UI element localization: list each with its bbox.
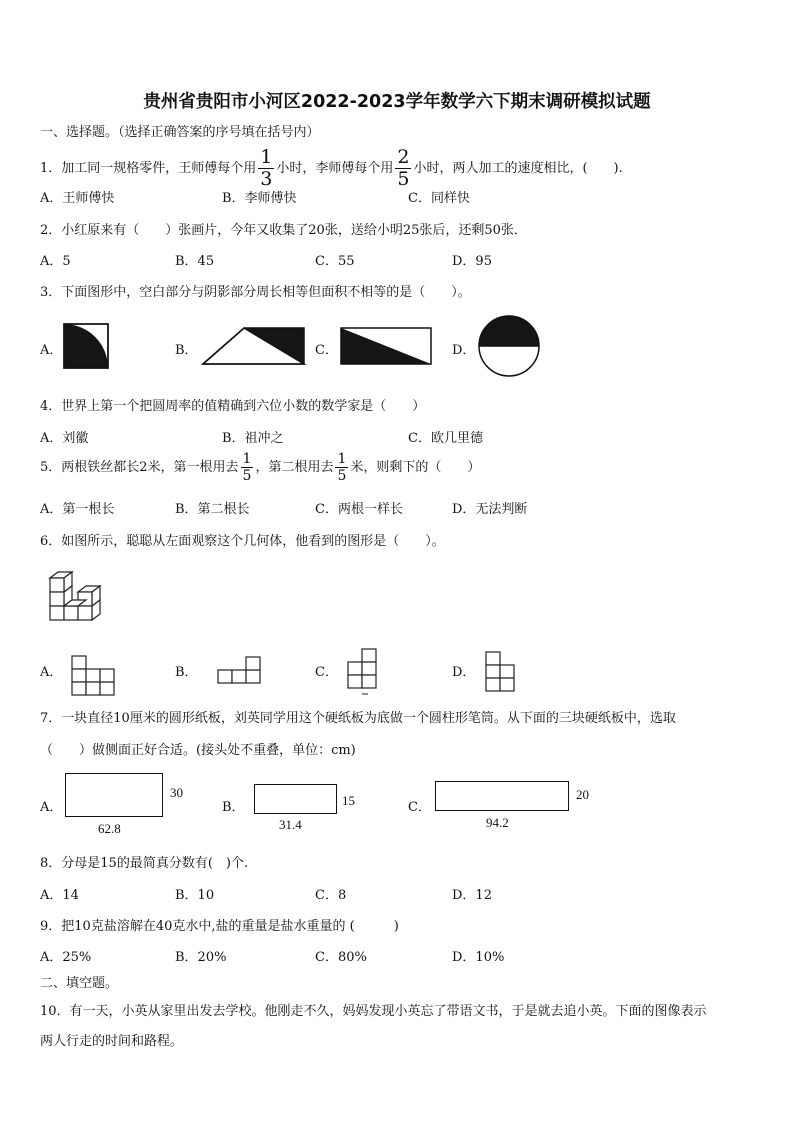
q5-option-a[interactable]: A．第一根长 — [40, 502, 115, 517]
q5-option-b[interactable]: B．第二根长 — [175, 502, 250, 517]
q3-option-b[interactable]: B． — [175, 343, 198, 358]
q2-option-a[interactable]: A．5 — [40, 254, 71, 269]
fraction-one-fifth-b: $\frac{1}{5}$ — [337, 451, 347, 484]
fraction-two-fifths: $\frac{2}{5}$ — [397, 146, 410, 190]
question-5-text-a: 5．两根铁丝都长2米，第一根用去 — [40, 460, 239, 475]
q9-option-d[interactable]: D．10% — [452, 950, 505, 965]
question-7-line-2: （ ）做侧面正好合适。(接头处不重叠，单位：cm) — [40, 743, 356, 758]
q6-option-a[interactable]: A． — [40, 665, 63, 680]
question-3: 3．下面图形中，空白部分与阴影部分周长相等但面积不相等的是（ ）。 — [40, 285, 471, 300]
question-2: 2．小红原来有（ ）张画片，今年又收集了20张，送给小明25张后，还剩50张． — [40, 223, 527, 238]
q2-option-c[interactable]: C．55 — [315, 254, 355, 269]
q2-option-b[interactable]: B．45 — [175, 254, 215, 269]
q7-rect-b — [254, 784, 337, 814]
question-6: 6．如图所示，聪聪从左面观察这个几何体，他看到的图形是（ ）。 — [40, 534, 445, 549]
q7-rect-a — [65, 773, 163, 817]
q7-rect-a-height: 30 — [170, 785, 183, 800]
question-5-text-c: 米，则剩下的（ ） — [350, 460, 481, 475]
q1-option-c[interactable]: C．同样快 — [408, 191, 470, 206]
q8-option-d[interactable]: D．12 — [452, 888, 492, 903]
fraction-one-third: $\frac{1}{3}$ — [260, 146, 273, 190]
q8-option-a[interactable]: A．14 — [40, 888, 79, 903]
q7-rect-a-width: 62.8 — [98, 821, 121, 836]
q4-option-c[interactable]: C．欧几里德 — [408, 431, 483, 446]
q6-option-d[interactable]: D． — [452, 665, 476, 680]
q9-option-b[interactable]: B．20% — [175, 950, 227, 965]
section-heading-choice: 一、选择题。（选择正确答案的序号填在括号内） — [40, 125, 320, 140]
question-4: 4．世界上第一个把圆周率的值精确到六位小数的数学家是（ ） — [40, 399, 426, 414]
section-heading-fill: 二、填空题。 — [40, 976, 119, 991]
question-8: 8．分母是15的最简真分数有( )个. — [40, 856, 249, 871]
q3-option-c[interactable]: C． — [315, 343, 338, 358]
q7-option-b[interactable]: B． — [222, 800, 245, 815]
q4-option-b[interactable]: B．祖冲之 — [222, 431, 284, 446]
q6-grid-b — [218, 657, 260, 683]
q5-option-c[interactable]: C．两根一样长 — [315, 502, 403, 517]
q7-option-a[interactable]: A． — [40, 800, 63, 815]
q2-option-d[interactable]: D．95 — [452, 254, 492, 269]
q7-option-c[interactable]: C． — [408, 800, 431, 815]
page-title: 贵州省贵阳市小河区2022-2023学年数学六下期末调研模拟试题 — [143, 92, 651, 112]
q7-rect-c — [435, 781, 569, 811]
q3-option-a[interactable]: A． — [40, 343, 63, 358]
question-1-text-b: 小时，李师傅每个用 — [276, 161, 394, 176]
q4-option-a[interactable]: A．刘徽 — [40, 431, 89, 446]
question-10-line-2: 两人行走的时间和路程。 — [40, 1034, 184, 1049]
question-10-line-1: 10．有一天，小英从家里出发去学校。他刚走不久，妈妈发现小英忘了带语文书，于是就去追小英。下面的图像表示 — [40, 1004, 707, 1019]
fraction-one-fifth-a: $\frac{1}{5}$ — [242, 451, 252, 484]
q8-option-b[interactable]: B．10 — [175, 888, 215, 903]
q7-rect-c-height: 20 — [576, 787, 589, 802]
q6-grid-a — [72, 656, 114, 695]
q7-rect-b-width: 31.4 — [279, 817, 302, 832]
question-5-text-b: ，第二根用去 — [255, 460, 334, 475]
q8-option-c[interactable]: C．8 — [315, 888, 347, 903]
q7-rect-b-height: 15 — [342, 793, 355, 808]
question-9: 9．把10克盐溶解在40克水中,盐的重量是盐水重量的 ( ) — [40, 919, 399, 934]
q1-option-a[interactable]: A．王师傅快 — [40, 191, 115, 206]
q3-option-d[interactable]: D． — [452, 343, 476, 358]
question-7-line-1: 7．一块直径10厘米的圆形纸板，刘英同学用这个硬纸板为底做一个圆柱形笔筒。从下面的三块硬纸板中，选取 — [40, 711, 676, 726]
question-1-text-a: 1．加工同一规格零件，王师傅每个用 — [40, 161, 257, 176]
q7-rect-c-width: 94.2 — [486, 815, 509, 830]
q6-grid-d — [486, 652, 514, 691]
q6-option-b[interactable]: B． — [175, 665, 198, 680]
question-1-text-c: 小时，两人加工的速度相比，( ). — [413, 161, 623, 176]
q9-option-a[interactable]: A．25% — [40, 950, 92, 965]
q9-option-c[interactable]: C．80% — [315, 950, 367, 965]
q5-option-d[interactable]: D．无法判断 — [452, 502, 528, 517]
q6-grid-c — [348, 649, 376, 688]
q1-option-b[interactable]: B．李师傅快 — [222, 191, 297, 206]
q6-option-c[interactable]: C． — [315, 665, 338, 680]
